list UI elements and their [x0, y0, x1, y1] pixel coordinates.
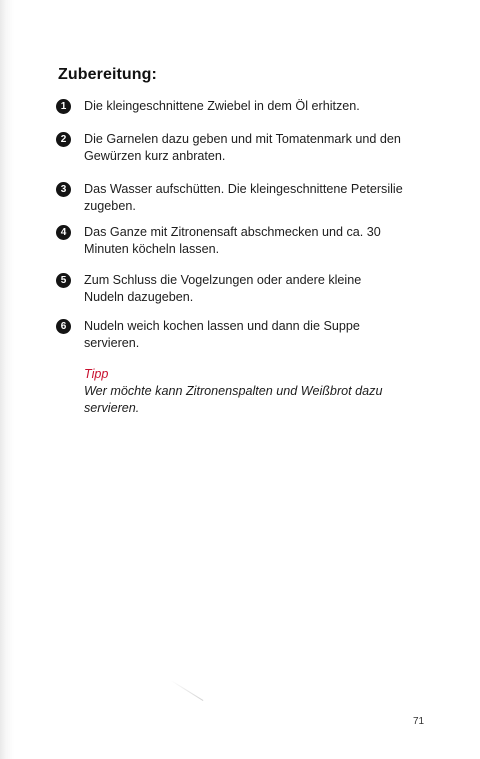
step-text: Die kleingeschnittene Zwiebel in dem Öl erhitzen. [84, 99, 360, 113]
step-item-1 [56, 98, 424, 115]
step-text: Nudeln weich kochen lassen und dann die Suppe servieren. [84, 319, 360, 350]
tip-text: Wer möchte kann Zitronenspalten und Weißbrot dazu servieren. [84, 384, 383, 415]
step-text: Das Wasser aufschütten. Die kleingeschnittene Petersilie zugeben. [84, 182, 403, 213]
step-item-5 [56, 272, 389, 306]
step-number-badge: 3 [56, 182, 71, 197]
step-number-badge: 6 [56, 319, 71, 334]
step-text: Zum Schluss die Vogelzungen oder andere kleine Nudeln dazugeben. [84, 273, 362, 304]
step-number-badge: 5 [56, 273, 71, 288]
section-heading: Zubereitung: [58, 66, 157, 83]
step-number-badge: 1 [56, 99, 71, 114]
step-text: Das Ganze mit Zitronensaft abschmecken und ca. 30 Minuten köcheln lassen. [84, 225, 381, 256]
step-number-badge: 2 [56, 132, 71, 147]
page-smudge [171, 680, 204, 701]
step-item-2 [56, 131, 409, 165]
page-number: 71 [413, 716, 425, 727]
step-item-4 [56, 224, 409, 258]
step-text: Die Garnelen dazu geben und mit Tomatenmark und den Gewürzen kurz anbraten. [84, 132, 401, 163]
tip-box [84, 366, 444, 417]
step-item-3 [56, 181, 419, 215]
tip-label: Tipp [84, 367, 109, 381]
step-number-badge: 4 [56, 225, 71, 240]
step-item-6 [56, 318, 399, 352]
